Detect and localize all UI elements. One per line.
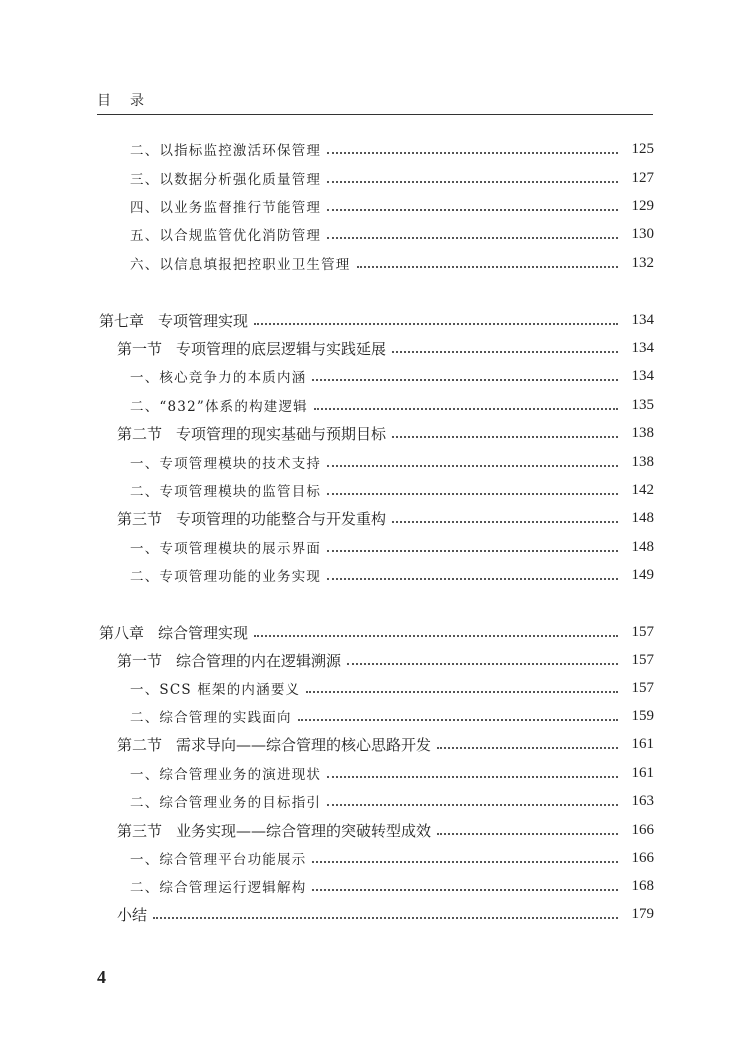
toc-page-number: 168 — [631, 877, 654, 894]
dot-leader — [392, 351, 618, 353]
toc-entry-label: 小结 — [117, 905, 148, 924]
toc-entry-label: 六、以信息填报把控职业卫生管理 — [130, 257, 351, 273]
toc-entry-line — [130, 251, 654, 275]
toc-entry-line — [117, 506, 654, 530]
toc-entry-line — [117, 421, 654, 445]
toc-entry-line — [130, 563, 654, 587]
dot-leader — [153, 917, 618, 919]
toc-subsection-entry[interactable] — [0, 874, 750, 898]
dot-leader — [392, 521, 618, 523]
toc-section-entry[interactable] — [0, 648, 750, 672]
dot-leader — [327, 181, 618, 183]
toc-page-number: 125 — [631, 140, 654, 157]
toc-page-number: 129 — [631, 197, 654, 214]
running-head — [97, 90, 145, 110]
toc-entry-title: 专项管理实现 — [158, 311, 249, 330]
toc-section-entry[interactable] — [0, 732, 750, 756]
toc-entry-title: 专项管理的功能整合与开发重构 — [176, 509, 387, 528]
toc-entry-label: 第二节 — [117, 424, 163, 443]
toc-entry-title: 业务实现——综合管理的突破转型成效 — [176, 821, 432, 840]
toc-entry-label: 第三节 — [117, 509, 163, 528]
toc-subsection-entry[interactable] — [0, 251, 750, 275]
toc-subsection-entry[interactable] — [0, 563, 750, 587]
toc-page-number: 161 — [631, 764, 654, 781]
toc-entry-line — [130, 222, 654, 246]
toc-subsection-entry[interactable] — [0, 137, 750, 161]
toc-entry-line — [130, 194, 654, 218]
page-number: 4 — [97, 967, 106, 987]
toc-subsection-entry[interactable] — [0, 789, 750, 813]
toc-entry-title: 综合管理的内在逻辑溯源 — [176, 651, 342, 670]
toc-entry-line — [117, 648, 654, 672]
dot-leader — [306, 691, 618, 693]
toc-entry-label: 一、综合管理业务的演进现状 — [130, 767, 322, 783]
toc-entry-line — [130, 535, 654, 559]
toc-entry-label: 二、综合管理的实践面向 — [130, 710, 292, 726]
toc-entry-label: 二、专项管理功能的业务实现 — [130, 569, 322, 585]
toc-page-number: 166 — [631, 849, 654, 866]
toc-page-number: 157 — [631, 651, 654, 668]
toc-entry-line — [130, 393, 654, 417]
toc-entry-line — [130, 874, 654, 898]
toc-section-entry[interactable] — [0, 421, 750, 445]
toc-subsection-entry[interactable] — [0, 846, 750, 870]
dot-leader — [437, 833, 618, 835]
dot-leader — [327, 237, 618, 239]
toc-entry-line — [117, 336, 654, 360]
dot-leader — [254, 635, 618, 637]
toc-entry-line — [130, 789, 654, 813]
toc-page-number: 163 — [631, 792, 654, 809]
toc-page-number: 166 — [631, 821, 654, 838]
toc-entry-line — [130, 676, 654, 700]
toc-entry-title: 专项管理的底层逻辑与实践延展 — [176, 339, 387, 358]
toc-page-number: 135 — [631, 396, 654, 413]
toc-entry-label: 一、专项管理模块的展示界面 — [130, 541, 322, 557]
toc-page-number: 142 — [631, 481, 654, 498]
toc-entry-line — [130, 704, 654, 728]
dot-leader — [327, 550, 618, 552]
toc-entry-title: 综合管理实现 — [158, 623, 249, 642]
running-head-char-2: 录 — [130, 93, 145, 109]
toc-entry-label: 二、综合管理运行逻辑解构 — [130, 880, 307, 896]
toc-entry-line — [130, 846, 654, 870]
toc-subsection-entry[interactable] — [0, 364, 750, 388]
dot-leader — [327, 578, 618, 580]
toc-entry-label: 二、“832”体系的构建逻辑 — [130, 399, 308, 415]
toc-subsection-entry[interactable] — [0, 166, 750, 190]
toc-subsection-entry[interactable] — [0, 450, 750, 474]
running-head-char-1: 目 — [97, 93, 112, 109]
dot-leader — [314, 408, 618, 410]
toc-page-number: 161 — [631, 735, 654, 752]
toc-section-entry[interactable] — [0, 818, 750, 842]
toc-entry-label: 第二节 — [117, 735, 163, 754]
toc-page-number: 134 — [631, 311, 654, 328]
dot-leader — [347, 663, 618, 665]
toc-entry-line — [130, 137, 654, 161]
toc-page-number: 138 — [631, 424, 654, 441]
toc-subsection-entry[interactable] — [0, 393, 750, 417]
toc-page-number: 138 — [631, 453, 654, 470]
toc-subsection-entry[interactable] — [0, 704, 750, 728]
dot-leader — [392, 436, 618, 438]
toc-entry-label: 一、专项管理模块的技术支持 — [130, 456, 322, 472]
toc-subsection-entry[interactable] — [0, 222, 750, 246]
toc-subsection-entry[interactable] — [0, 761, 750, 785]
toc-section-entry[interactable] — [0, 506, 750, 530]
toc-page-number: 157 — [631, 679, 654, 696]
toc-entry-line — [130, 761, 654, 785]
toc-page-number: 134 — [631, 367, 654, 384]
toc-entry-line — [130, 450, 654, 474]
toc-entry-line — [130, 166, 654, 190]
toc-section-entry[interactable] — [0, 902, 750, 926]
dot-leader — [327, 209, 618, 211]
dot-leader — [327, 152, 618, 154]
dot-leader — [437, 747, 618, 749]
toc-entry-label: 一、综合管理平台功能展示 — [130, 852, 307, 868]
toc-entry-label: 四、以业务监督推行节能管理 — [130, 200, 322, 216]
toc-entry-line — [99, 308, 654, 332]
toc-entry-label: 一、核心竞争力的本质内涵 — [130, 370, 307, 386]
toc-entry-line — [117, 818, 654, 842]
toc-entry-title: 专项管理的现实基础与预期目标 — [176, 424, 387, 443]
toc-entry-line — [117, 732, 654, 756]
toc-page-number: 179 — [631, 905, 654, 922]
toc-subsection-entry[interactable] — [0, 194, 750, 218]
toc-page-number: 130 — [631, 225, 654, 242]
toc-entry-label: 一、SCS 框架的内涵要义 — [130, 682, 301, 698]
dot-leader — [327, 493, 618, 495]
toc-subsection-entry[interactable] — [0, 676, 750, 700]
toc-entry-label: 三、以数据分析强化质量管理 — [130, 172, 322, 188]
toc-entry-label: 二、专项管理模块的监管目标 — [130, 484, 322, 500]
toc-entry-label: 第八章 — [99, 623, 145, 642]
toc-entry-label: 二、综合管理业务的目标指引 — [130, 795, 322, 811]
toc-entry-line — [130, 478, 654, 502]
dot-leader — [327, 776, 618, 778]
toc-page-number: 159 — [631, 707, 654, 724]
toc-page-number: 157 — [631, 623, 654, 640]
dot-leader — [312, 861, 618, 863]
toc-subsection-entry[interactable] — [0, 478, 750, 502]
dot-leader — [312, 379, 618, 381]
toc-chapter-entry[interactable] — [0, 308, 750, 332]
toc-page-number: 127 — [631, 169, 654, 186]
toc-page-number: 134 — [631, 339, 654, 356]
toc-entry-line — [117, 902, 654, 926]
dot-leader — [327, 804, 618, 806]
header-rule — [97, 114, 653, 115]
toc-entry-label: 第一节 — [117, 651, 163, 670]
toc-entry-label: 二、以指标监控激活环保管理 — [130, 143, 322, 159]
toc-subsection-entry[interactable] — [0, 535, 750, 559]
dot-leader — [298, 719, 618, 721]
toc-page-number: 132 — [631, 254, 654, 271]
toc-entry-label: 第一节 — [117, 339, 163, 358]
dot-leader — [312, 889, 618, 891]
dot-leader — [357, 266, 619, 268]
toc-entry-title: 需求导向——综合管理的核心思路开发 — [176, 735, 432, 754]
toc-section-entry[interactable] — [0, 336, 750, 360]
toc-page-number: 148 — [631, 538, 654, 555]
dot-leader — [327, 465, 618, 467]
toc-entry-label: 五、以合规监管优化消防管理 — [130, 228, 322, 244]
toc-entry-label: 第七章 — [99, 311, 145, 330]
toc-entry-line — [99, 620, 654, 644]
toc-entry-line — [130, 364, 654, 388]
toc-entry-label: 第三节 — [117, 821, 163, 840]
dot-leader — [254, 323, 618, 325]
toc-page-number: 149 — [631, 566, 654, 583]
toc-page-number: 148 — [631, 509, 654, 526]
toc-chapter-entry[interactable] — [0, 620, 750, 644]
